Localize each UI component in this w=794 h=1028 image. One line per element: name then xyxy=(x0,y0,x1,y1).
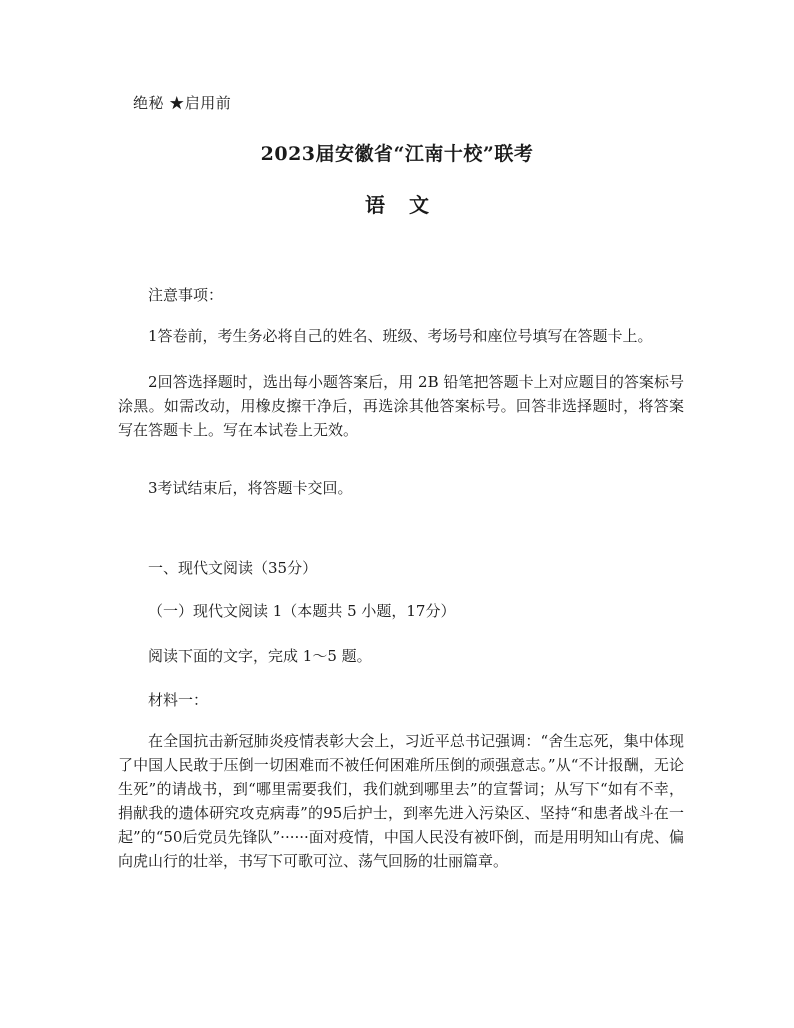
section-subheading: （一）现代文阅读 1（本题共 5 小题，17分） xyxy=(148,602,456,620)
notice-heading: 注意事项： xyxy=(148,286,224,304)
subject-title: 语文 xyxy=(365,193,453,217)
material-paragraph: 在全国抗击新冠肺炎疫情表彰大会上，习近平总书记强调：“舍生忘死，集中体现了中国人民敢于压倒一切困难而不被任何困难所压倒的顽强意志。”从“不计报酬，无论生死”的请战书，到“哪里需要我们，我们就到哪里去”的宣誓词；从写下“如有不幸，捐献我的遗体研究攻克病毒”的95后护士，到率先进入污染区、坚持“和患者战斗在一起”的“50后党员先锋队”······面对疫情，中国人民没有被吓倒，而是用明知山有虎、偏向虎山行的壮举，书写下可歌可泣、荡气回肠的壮丽篇章。 xyxy=(118,732,684,870)
section-instruction: 阅读下面的文字，完成 1～5 题。 xyxy=(148,647,372,665)
secret-label: 绝秘 ★启用前 xyxy=(133,94,232,112)
material-label: 材料一： xyxy=(148,691,209,709)
notice-item-3: 3考试结束后，将答题卡交回。 xyxy=(148,479,353,497)
notice-item-2: 2回答选择题时，选出每小题答案后，用 2B 铅笔把答题卡上对应题目的答案标号涂黑。如需改动，用橡皮擦干净后，再选涂其他答案标号。回答非选择题时，将答案写在答题卡上。写在本试卷上无效。 xyxy=(118,373,684,439)
exam-title: 2023届安徽省“江南十校”联考 xyxy=(260,143,534,165)
section-heading: 一、现代文阅读（35分） xyxy=(148,559,318,577)
notice-item-1: 1答卷前，考生务必将自己的姓名、班级、考场号和座位号填写在答题卡上。 xyxy=(148,327,653,345)
